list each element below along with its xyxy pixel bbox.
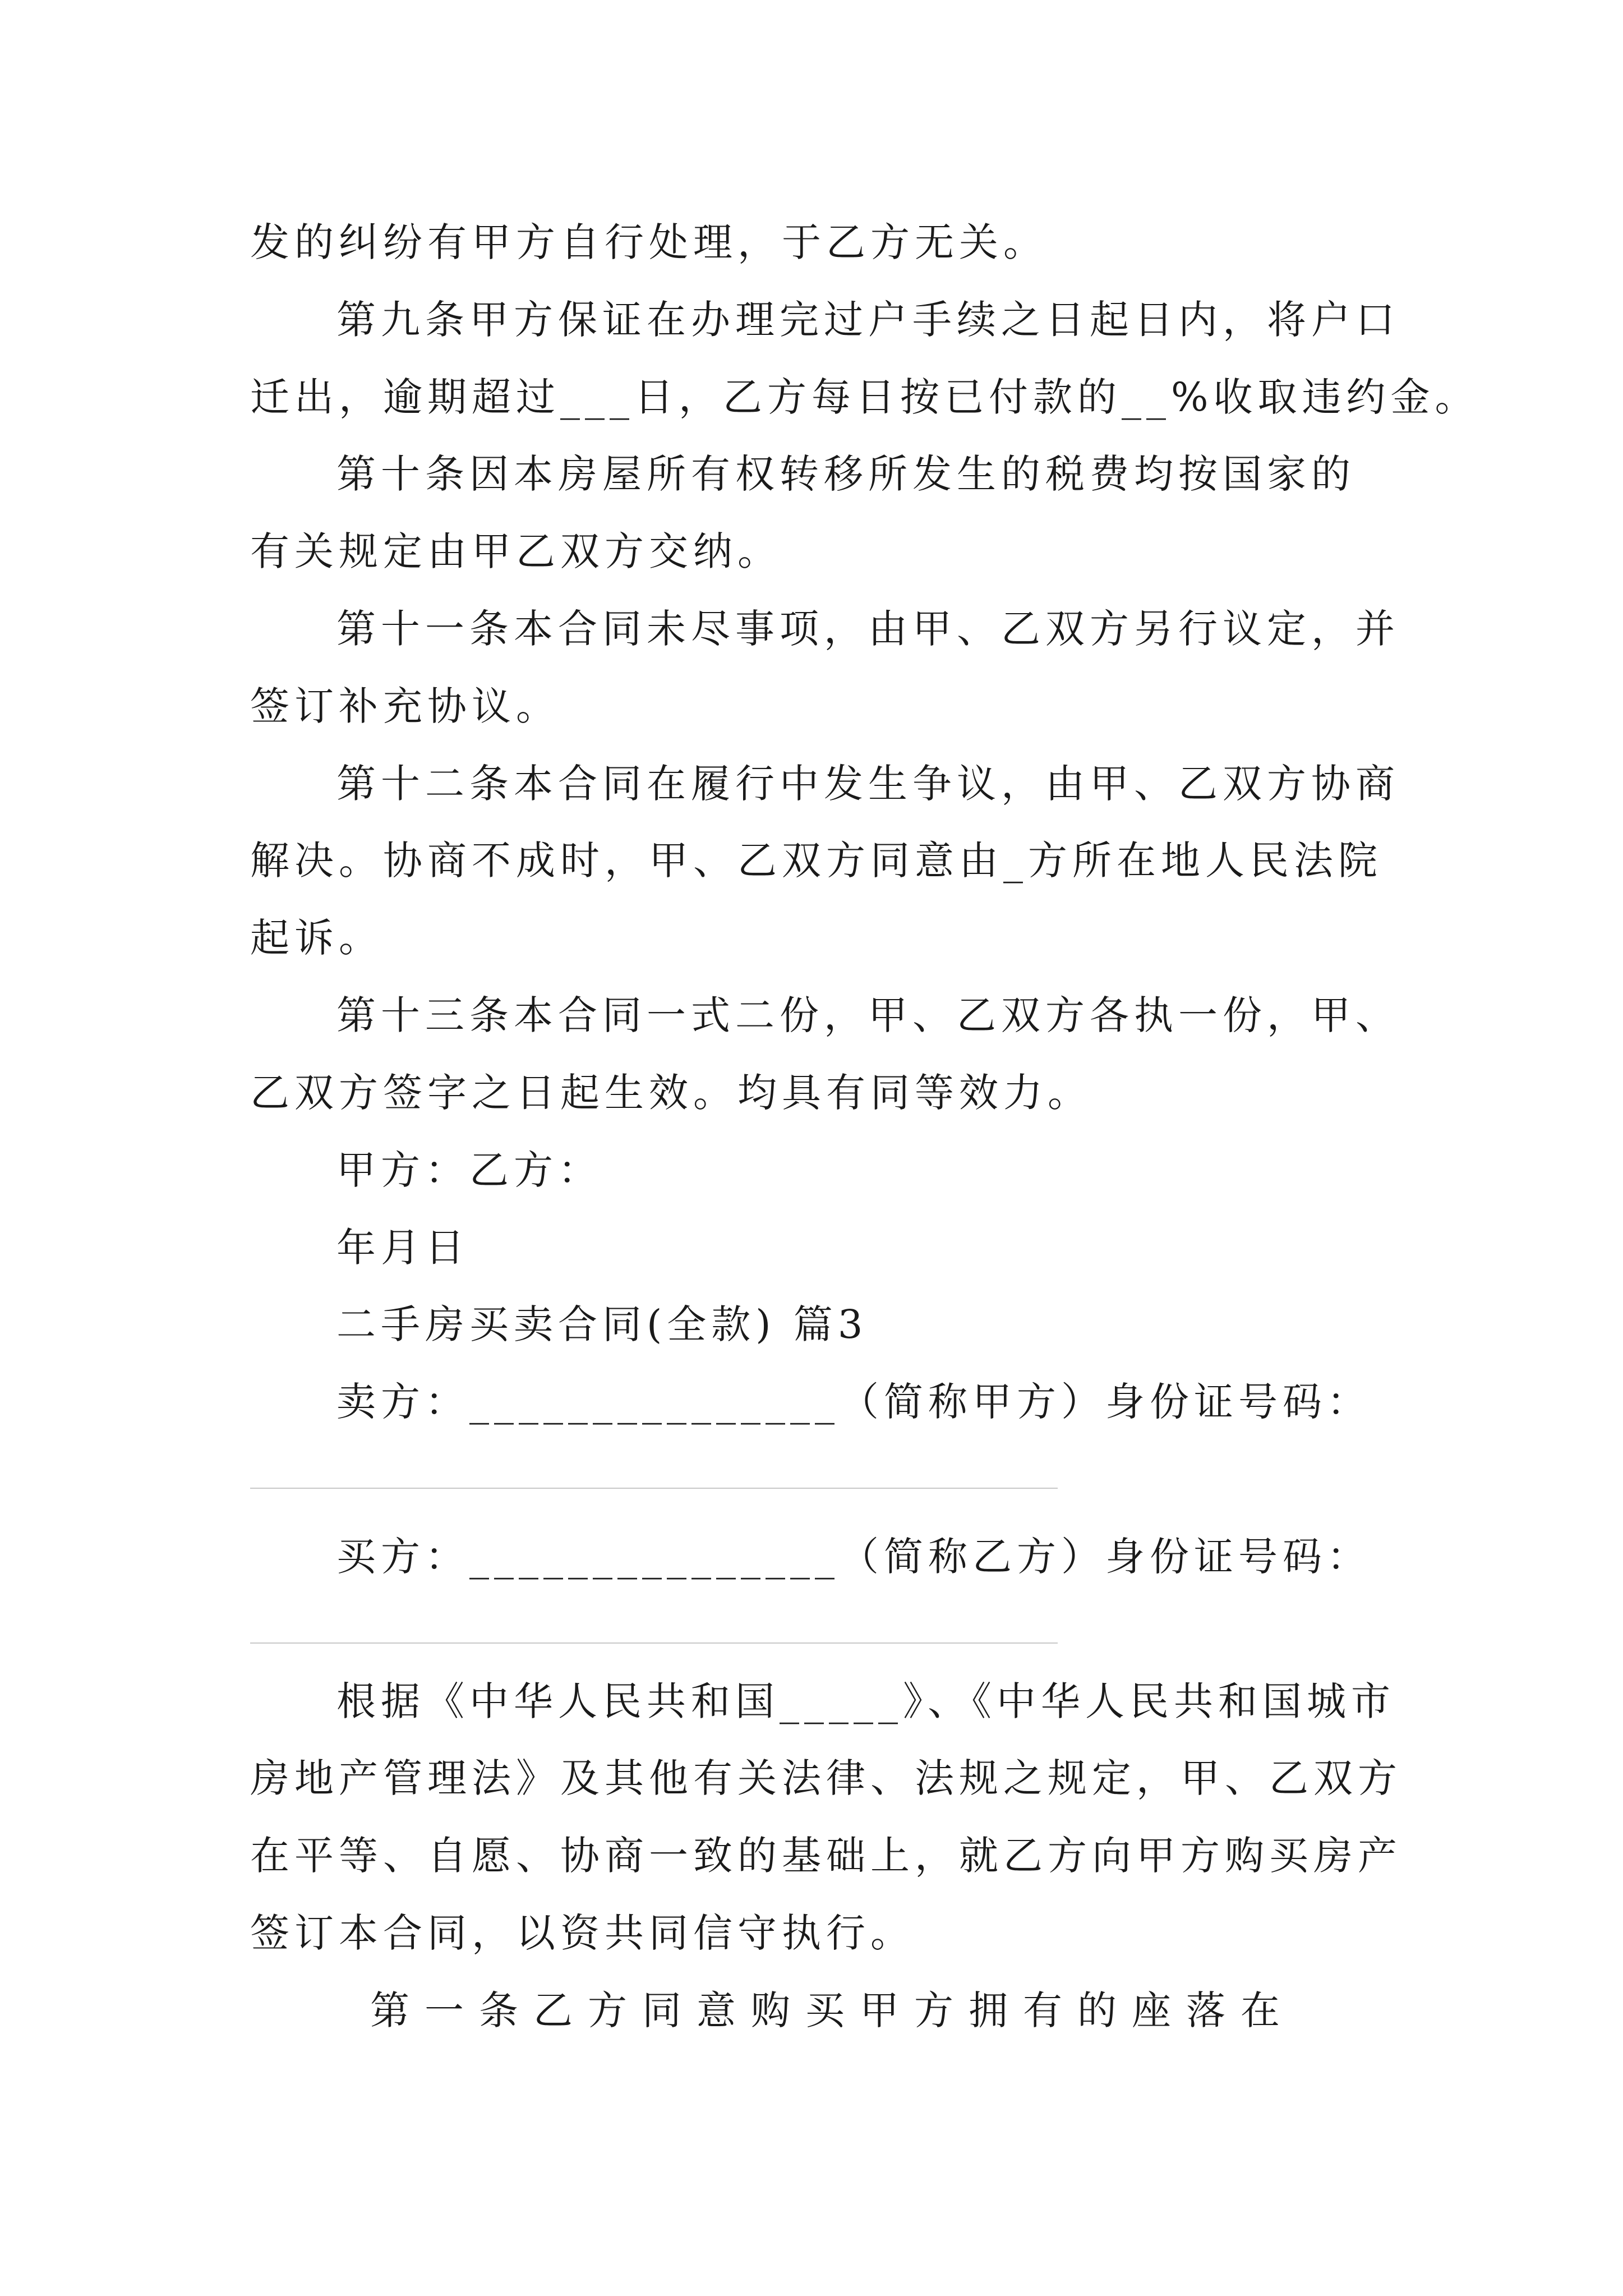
article-1-line: 第一条乙方同意购买甲方拥有的座落在: [370, 1987, 1295, 2033]
article-13-line: 第十三条本合同一式二份，甲、乙双方各执一份，甲、: [336, 992, 1400, 1038]
section-heading: 二手房买卖合同(全款) 篇3: [336, 1301, 868, 1347]
text-line: 起诉。: [250, 915, 383, 961]
article-10-line: 第十条因本房屋所有权转移所发生的税费均按国家的: [336, 451, 1355, 497]
buyer-id-blank: [250, 1642, 1058, 1644]
text-line: 解决。协商不成时，甲、乙双方同意由_方所在地人民法院: [250, 838, 1382, 884]
signature-line: 甲方：乙方：: [336, 1147, 602, 1193]
article-11-line: 第十一条本合同未尽事项，由甲、乙双方另行议定，并: [336, 606, 1400, 652]
date-line: 年月日: [336, 1225, 469, 1271]
preamble-line: 根据《中华人民共和国_____》、《中华人民共和国城市: [336, 1678, 1395, 1724]
buyer-line: 买方：_______________（简称乙方）身份证号码：: [336, 1534, 1371, 1580]
text-line: 签订补充协议。: [250, 683, 560, 729]
text-line: 迁出，逾期超过___日，乙方每日按已付款的__%收取违约金。: [250, 374, 1479, 420]
article-12-line: 第十二条本合同在履行中发生争议，由甲、乙双方协商: [336, 761, 1400, 807]
text-line: 签订本合同，以资共同信守执行。: [250, 1910, 915, 1956]
seller-id-blank: [250, 1488, 1058, 1489]
text-line: 乙双方签字之日起生效。均具有同等效力。: [250, 1070, 1092, 1116]
seller-line: 卖方：_______________（简称甲方）身份证号码：: [336, 1379, 1371, 1425]
text-line: 在平等、自愿、协商一致的基础上，就乙方向甲方购买房产: [250, 1833, 1402, 1879]
text-line: 发的纠纷有甲方自行处理，于乙方无关。: [250, 219, 1048, 265]
text-line: 有关规定由甲乙双方交纳。: [250, 528, 782, 574]
article-9-line: 第九条甲方保证在办理完过户手续之日起日内，将户口: [336, 297, 1400, 343]
text-line: 房地产管理法》及其他有关法律、法规之规定，甲、乙双方: [250, 1755, 1402, 1801]
